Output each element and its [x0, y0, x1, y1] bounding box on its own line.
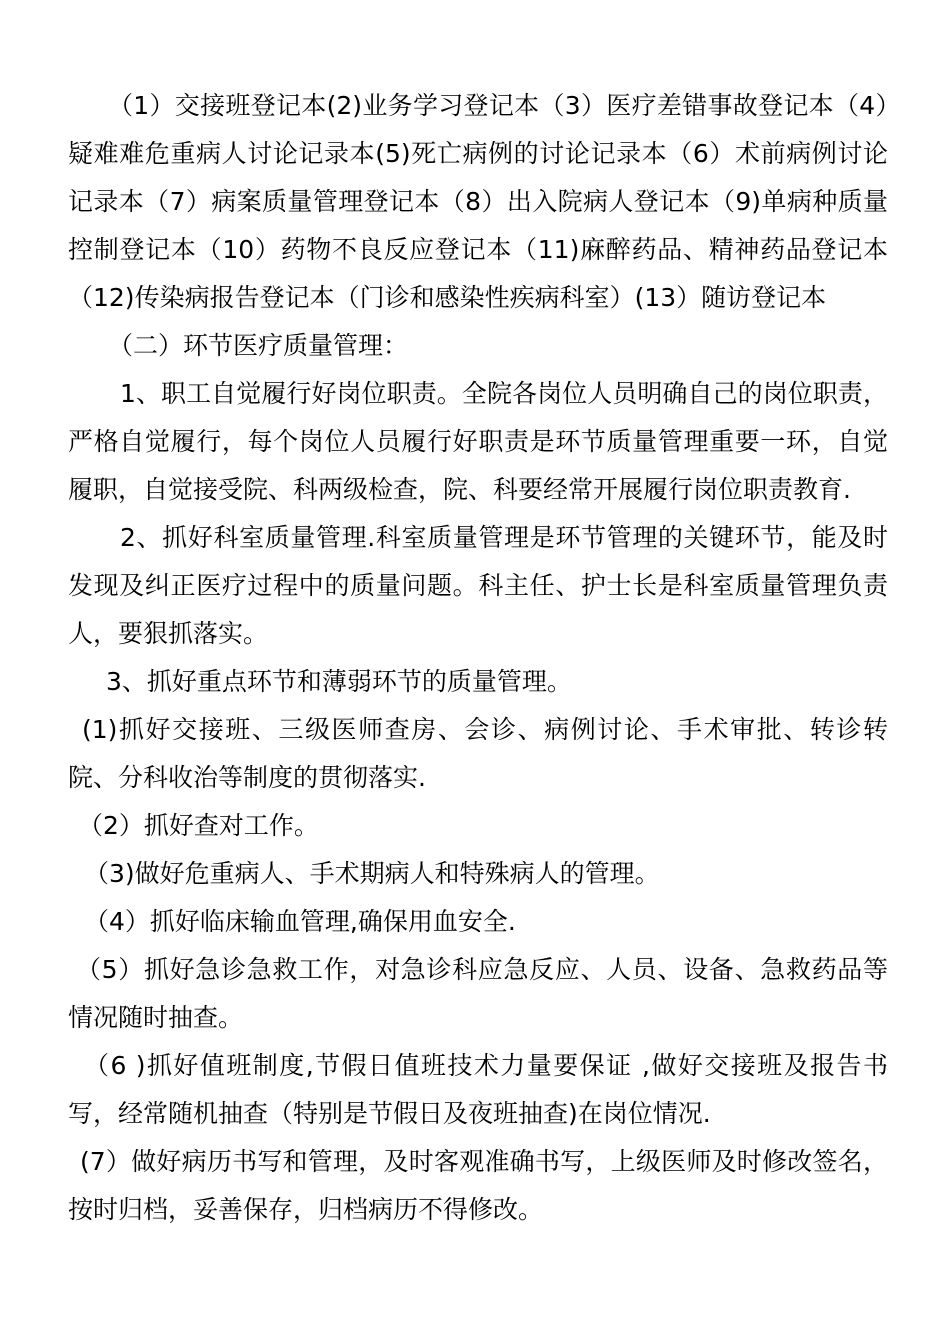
paragraph-subitem-5: （5）抓好急诊急救工作，对急诊科应急反应、人员、设备、急救药品等情况随时抽查。: [68, 955, 888, 1032]
paragraph-record-books: （1）交接班登记本(2)业务学习登记本（3）医疗差错事故登记本（4）疑难难危重病人讨论记录本(5)死亡病例的讨论记录本（6）术前病例讨论记录本（7）病案质量管理登记本（8）出入院病人登记本（9)单病种质量控制登记本（10）药物不良反应登记本（11)麻醉药品、精神药品登记本（12)传染病报告登记本（门诊和感染性疾病科室）(13）随访登记本: [68, 91, 888, 312]
paragraph-item-3: 3、抓好重点环节和薄弱环节的质量管理。: [106, 667, 572, 696]
paragraph-item-2: 2、抓好科室质量管理.科室质量管理是环节管理的关键环节，能及时发现及纠正医疗过程中的质量问题。科主任、护士长是科室质量管理负责人，要狠抓落实。: [68, 523, 888, 648]
paragraph-subitem-1: (1)抓好交接班、三级医师查房、会诊、病例讨论、手术审批、转诊转院、分科收治等制度的贯彻落实.: [68, 715, 888, 792]
paragraph-section-heading: （二）环节医疗质量管理：: [108, 331, 409, 360]
paragraph-subitem-7: (7）做好病历书写和管理，及时客观准确书写，上级医师及时修改签名，按时归档，妥善保存，归档病历不得修改。: [68, 1147, 888, 1224]
paragraph-subitem-3: （3)做好危重病人、手术期病人和特殊病人的管理。: [84, 859, 660, 888]
paragraph-subitem-4: （4）抓好临床输血管理,确保用血安全.: [84, 907, 516, 936]
paragraph-subitem-6: （6 )抓好值班制度,节假日值班技术力量要保证 ,做好交接班及报告书写，经常随机抽查（特别是节假日及夜班抽查)在岗位情况.: [68, 1051, 888, 1128]
paragraph-subitem-2: （2）抓好查对工作。: [78, 811, 319, 840]
paragraph-item-1: 1、职工自觉履行好岗位职责。全院各岗位人员明确自己的岗位职责，严格自觉履行，每个岗位人员履行好职责是环节质量管理重要一环，自觉履职，自觉接受院、科两级检查，院、科要经常开展履行岗位职责教育.: [68, 379, 888, 504]
